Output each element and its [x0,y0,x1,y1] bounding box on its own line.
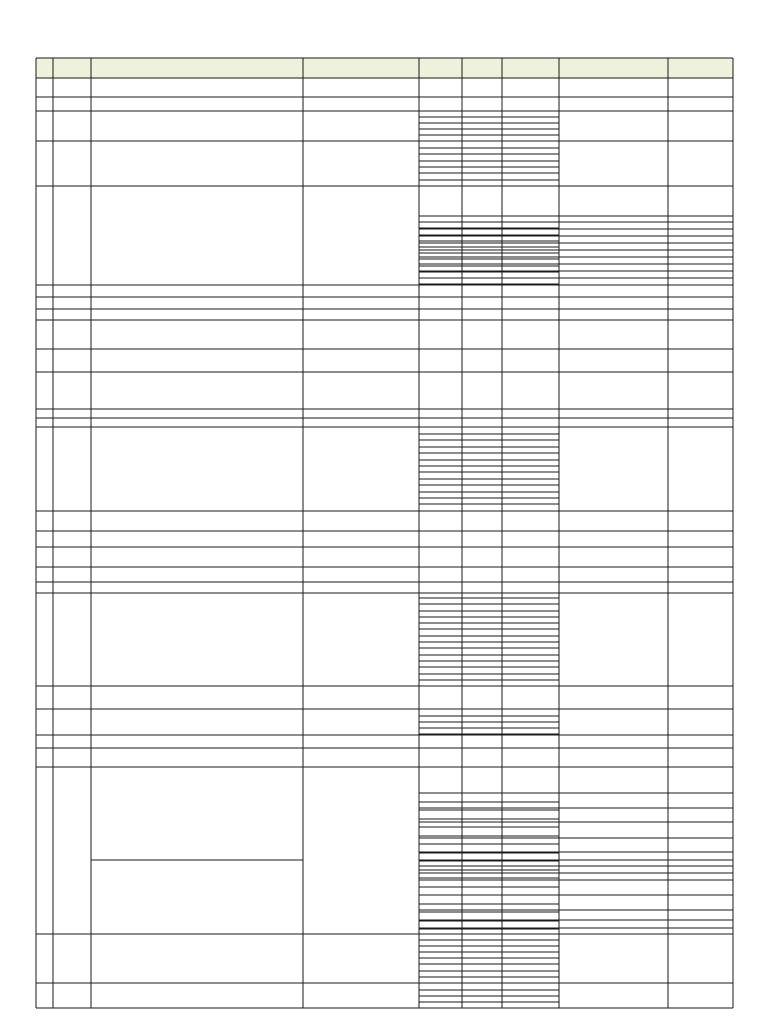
header-row [36,58,733,78]
